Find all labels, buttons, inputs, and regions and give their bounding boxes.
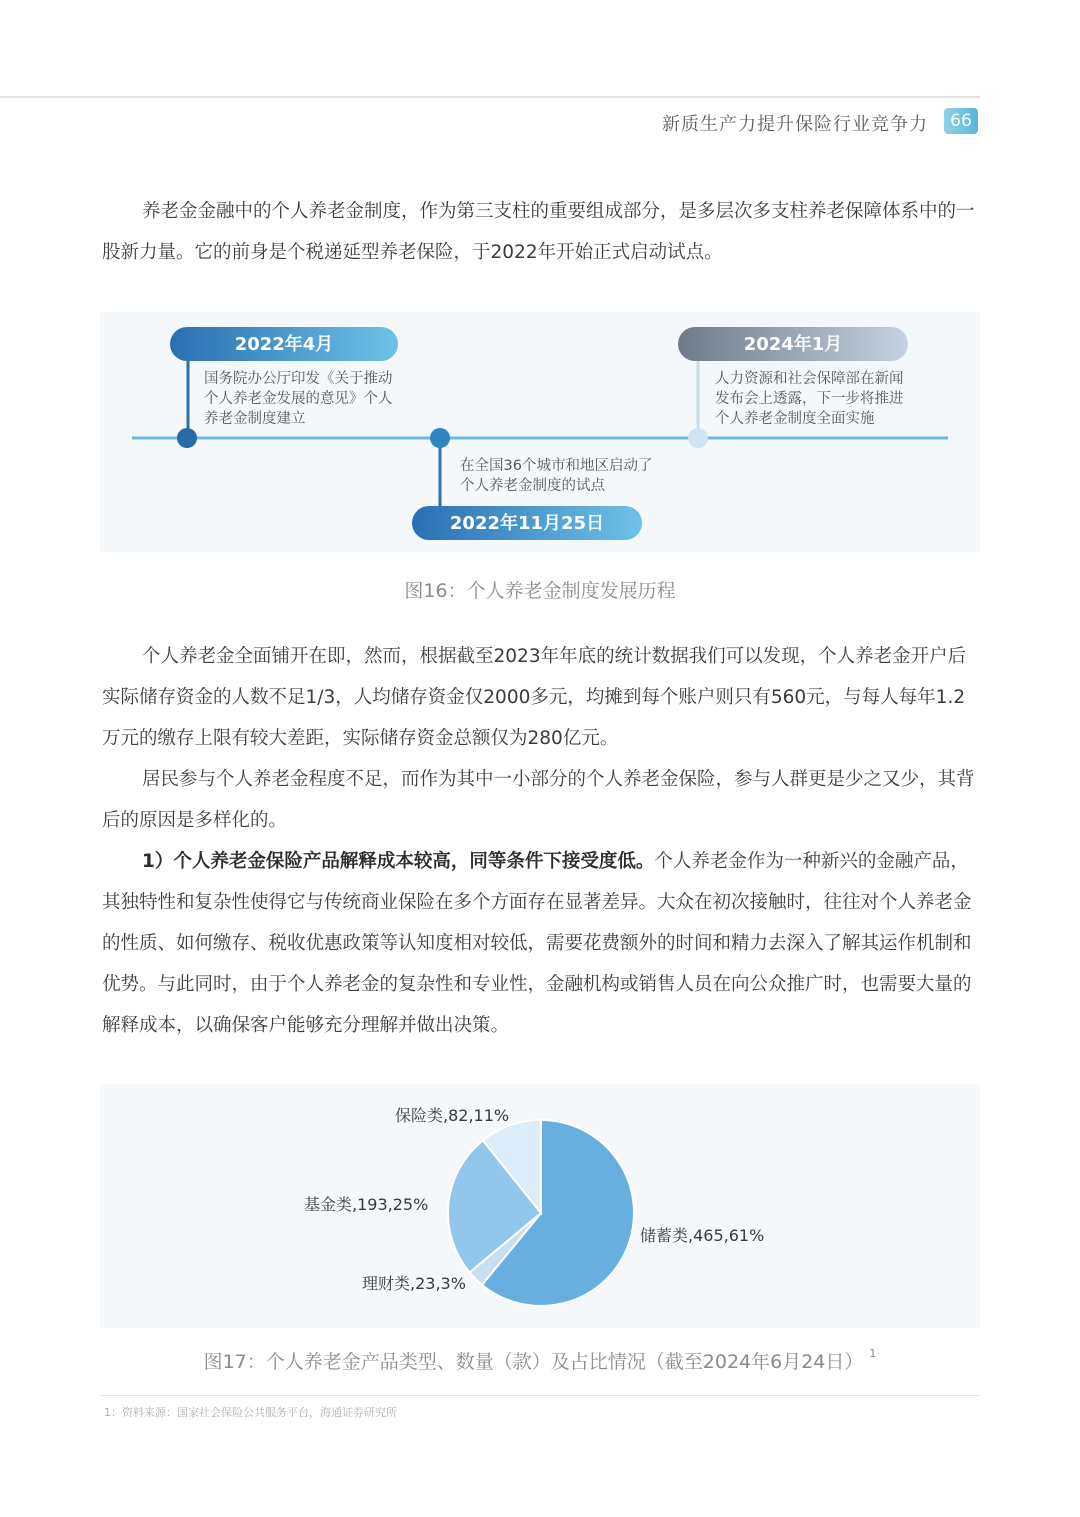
timeline-svg [100, 312, 980, 552]
figure-17-caption [0, 1347, 1080, 1374]
pie-chart-svg [100, 1084, 980, 1328]
body-paragraph-2 [102, 636, 980, 759]
body-paragraph-4 [102, 841, 980, 1046]
page-number-badge: 66 [944, 108, 978, 134]
event-node [177, 428, 197, 448]
timeline-figure [100, 312, 980, 552]
event-desc-line: 国务院办公厅印发《关于推动 [204, 371, 393, 387]
event-date: 2022年11月25日 [449, 513, 605, 534]
event-date: 2024年1月 [743, 334, 843, 355]
event-desc-line: 发布会上透露，下一步将推进 [715, 391, 904, 407]
pie-label-储蓄类: 储蓄类,465,61% [640, 1226, 765, 1245]
pie-label-基金类: 基金类,193,25% [304, 1195, 429, 1214]
event-node [430, 428, 450, 448]
paragraph-text: 个人养老金全面铺开在即，然而，根据截至2023年年底的统计数据我们可以发现，个人养老金开户后实际储存资金的人数不足1/3，人均储存资金仅2000多元，均摊到每个账户则只有560元，与每人每年1.2万元的缴存上限有较大差距，实际储存资金总额仅为280亿元。 [102, 646, 967, 749]
pie-label-保险类: 保险类,82,11% [395, 1106, 510, 1125]
event-desc-line: 人力资源和社会保障部在新闻 [715, 371, 904, 387]
footnote-marker: 1 [869, 1347, 877, 1360]
event-date: 2022年4月 [234, 334, 334, 355]
footnote-rule [100, 1395, 980, 1396]
header-rule [0, 96, 980, 98]
pie-chart-figure [100, 1084, 980, 1328]
paragraph-text: 居民参与个人养老金程度不足，而作为其中一小部分的个人养老金保险，参与人群更是少之又少，其背后的原因是多样化的。 [102, 769, 975, 831]
body-paragraph-3 [102, 759, 980, 841]
event-desc-line: 在全国36个城市和地区启动了 [460, 458, 653, 474]
paragraph-text: 养老金金融中的个人养老金制度，作为第三支柱的重要组成部分，是多层次多支柱养老保障体系中的一股新力量。它的前身是个税递延型养老保险，于2022年开始正式启动试点。 [102, 201, 975, 263]
event-desc-line: 个人养老金制度全面实施 [715, 411, 875, 427]
figure-16-caption: 图16：个人养老金制度发展历程 [404, 580, 676, 602]
event-node [688, 428, 708, 448]
event-desc-line: 个人养老金制度的试点 [460, 478, 605, 494]
event-desc-line: 个人养老金发展的意见》个人 [204, 391, 393, 407]
event-desc-line: 养老金制度建立 [204, 411, 306, 427]
running-header-title: 新质生产力提升保险行业竞争力 [662, 114, 928, 135]
pie-label-理财类: 理财类,23,3% [362, 1274, 466, 1293]
body-paragraph-1 [102, 191, 980, 273]
paragraph-text: 个人养老金作为一种新兴的金融产品，其独特性和复杂性使得它与传统商业保险在多个方面存在显著差异。大众在初次接触时，往往对个人养老金的性质、如何缴存、税收优惠政策等认知度相对较低，需要花费额外的时间和精力去深入了解其运作机制和优势。与此同时，由于个人养老金的复杂性和专业性，金融机构或销售人员在向公众推广时，也需要大量的解释成本，以确保客户能够充分理解并做出决策。 [102, 851, 972, 1036]
footnote-text: 1：资料来源：国家社会保险公共服务平台，海通证券研究所 [104, 1406, 397, 1419]
caption-text: 图17：个人养老金产品类型、数量（款）及占比情况（截至2024年6月24日） [203, 1351, 864, 1373]
paragraph-bold-lead: 1）个人养老金保险产品解释成本较高，同等条件下接受度低。 [142, 851, 655, 872]
